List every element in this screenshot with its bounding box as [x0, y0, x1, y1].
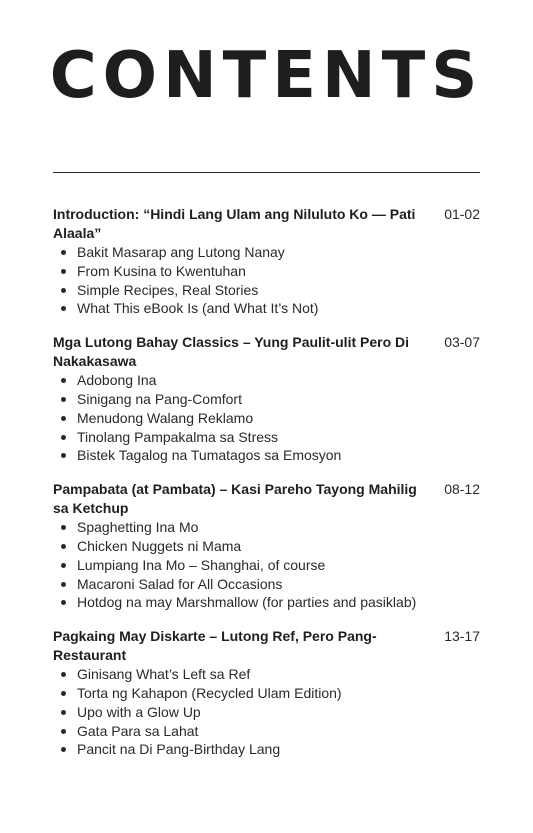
- section-header: [53, 333, 480, 371]
- section-item-list: [53, 243, 480, 318]
- list-item: [53, 371, 480, 390]
- bullet-icon: [61, 288, 66, 293]
- toc-section-introduction: [53, 205, 480, 318]
- list-item-label: Sinigang na Pang-Comfort: [77, 390, 242, 407]
- bullet-icon: [61, 691, 66, 696]
- bullet-icon: [61, 544, 66, 549]
- bullet-icon: [61, 525, 66, 530]
- list-item-label: Tinolang Pampakalma sa Stress: [77, 428, 279, 445]
- bullet-icon: [61, 453, 66, 458]
- bullet-icon: [61, 306, 66, 311]
- list-item-label: Upo with a Glow Up: [77, 703, 201, 720]
- section-page-range: 03-07: [444, 334, 480, 351]
- bullet-icon: [61, 250, 66, 255]
- list-item: [53, 575, 480, 594]
- section-page-range: 08-12: [444, 481, 480, 498]
- list-item-label: Ginisang What’s Left sa Ref: [77, 666, 251, 683]
- list-item: [53, 684, 480, 703]
- section-title: Pagkaing May Diskarte – Lutong Ref, Pero Pang-Restaurant: [53, 628, 377, 664]
- table-of-contents: [53, 205, 480, 774]
- bullet-icon: [61, 435, 66, 440]
- bullet-icon: [61, 378, 66, 383]
- list-item-label: Bakit Masarap ang Lutong Nanay: [77, 244, 285, 260]
- section-header: [53, 480, 480, 518]
- list-item-label: Chicken Nuggets ni Mama: [77, 537, 242, 554]
- list-item: [53, 409, 480, 428]
- bullet-icon: [61, 397, 66, 402]
- list-item: [53, 299, 480, 318]
- list-item: [53, 446, 480, 465]
- toc-section-lutong-bahay-classics: [53, 333, 480, 465]
- bullet-icon: [61, 582, 66, 587]
- section-header: [53, 205, 480, 243]
- list-item-label: Pancit na Di Pang-Birthday Lang: [77, 741, 281, 758]
- list-item: [53, 740, 480, 759]
- list-item: [53, 537, 480, 556]
- toc-section-pampabata: [53, 480, 480, 612]
- list-item-label: Hotdog na may Marshmallow (for parties and pasiklab): [77, 594, 417, 611]
- section-item-list: [53, 518, 480, 612]
- list-item: [53, 390, 480, 409]
- section-header: [53, 627, 480, 665]
- bullet-icon: [61, 269, 66, 274]
- list-item: [53, 262, 480, 281]
- list-item-label: Simple Recipes, Real Stories: [77, 281, 259, 298]
- list-item-label: Bistek Tagalog na Tumatagos sa Emosyon: [77, 447, 342, 464]
- list-item: [53, 665, 480, 684]
- section-page-range: 01-02: [444, 206, 480, 222]
- bullet-icon: [61, 416, 66, 421]
- bullet-icon: [61, 563, 66, 568]
- list-item: [53, 281, 480, 300]
- bullet-icon: [61, 600, 66, 605]
- list-item-label: From Kusina to Kwentuhan: [77, 262, 246, 279]
- list-item: [53, 518, 480, 537]
- list-item: [53, 703, 480, 722]
- list-item-label: Spaghetting Ina Mo: [77, 519, 199, 536]
- list-item: [53, 556, 480, 575]
- bullet-icon: [61, 710, 66, 715]
- list-item-label: Torta ng Kahapon (Recycled Ulam Edition): [77, 684, 342, 701]
- bullet-icon: [61, 729, 66, 734]
- bullet-icon: [61, 672, 66, 677]
- list-item: [53, 722, 480, 741]
- bullet-icon: [61, 747, 66, 752]
- section-title: Mga Lutong Bahay Classics – Yung Paulit-ulit Pero Di Nakakasawa: [53, 334, 410, 370]
- list-item: [53, 428, 480, 447]
- list-item-label: Lumpiang Ina Mo – Shanghai, of course: [77, 556, 326, 573]
- list-item: [53, 593, 480, 612]
- list-item-label: What This eBook Is (and What It’s Not): [77, 300, 319, 317]
- toc-section-pagkaing-may-diskarte: [53, 627, 480, 759]
- title-divider: [53, 172, 480, 173]
- section-item-list: [53, 371, 480, 465]
- list-item: [53, 243, 480, 262]
- list-item-label: Gata Para sa Lahat: [77, 722, 199, 739]
- section-page-range: 13-17: [444, 628, 480, 645]
- section-item-list: [53, 665, 480, 759]
- section-title: Introduction: “Hindi Lang Ulam ang Niluluto Ko — Pati Alaala”: [53, 206, 416, 241]
- list-item-label: Menudong Walang Reklamo: [77, 409, 254, 426]
- list-item-label: Adobong Ina: [77, 372, 157, 389]
- page-title: CONTENTS: [49, 39, 484, 113]
- list-item-label: Macaroni Salad for All Occasions: [77, 575, 283, 592]
- section-title: Pampabata (at Pambata) – Kasi Pareho Tayong Mahilig sa Ketchup: [53, 481, 417, 517]
